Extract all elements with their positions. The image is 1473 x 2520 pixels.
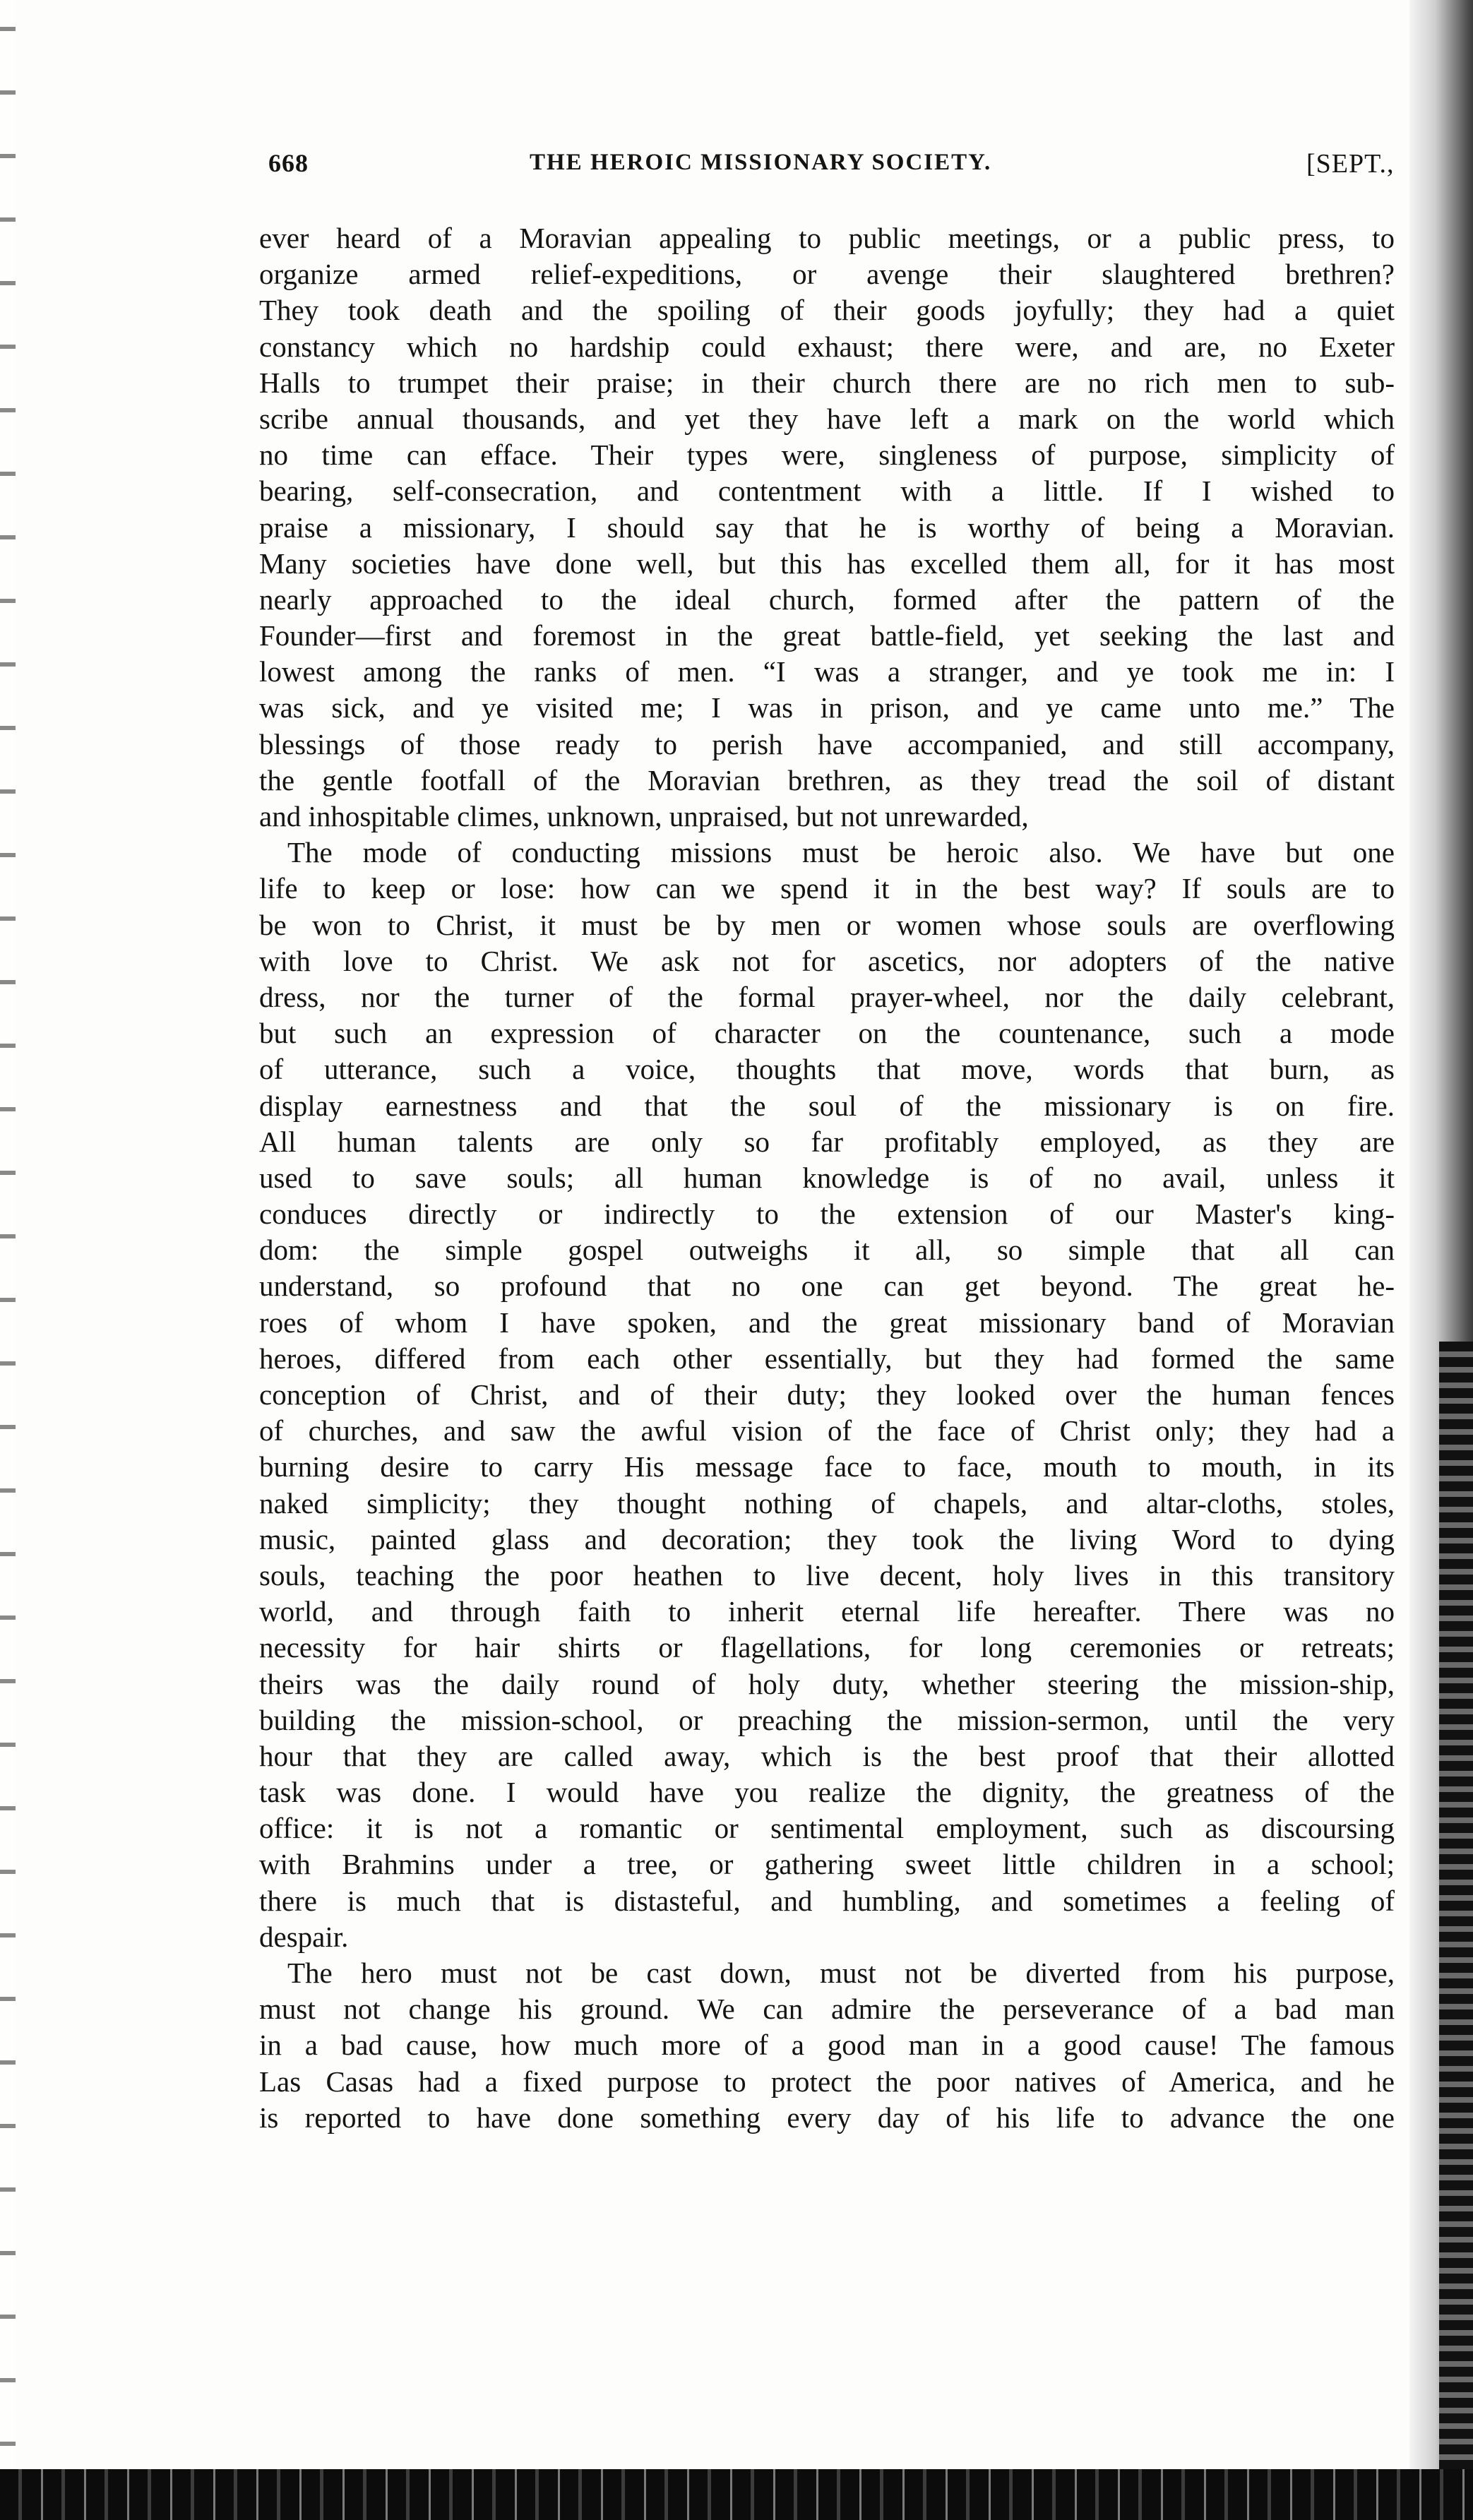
text-line: of churches, and saw the awful vision of the face of Christ only; they had a bbox=[259, 1414, 1395, 1447]
text-line: All human talents are only so far profitably employed, as they are bbox=[259, 1125, 1395, 1158]
text-line: music, painted glass and decoration; they took the living Word to dying bbox=[259, 1522, 1395, 1555]
scan-left-edge-artifact bbox=[0, 0, 16, 2520]
text-line: scribe annual thousands, and yet they have left a mark on the world which bbox=[259, 402, 1395, 435]
running-date: [SEPT., bbox=[1306, 149, 1395, 179]
text-line: Founder—first and foremost in the great battle-field, yet seeking the last and bbox=[259, 619, 1395, 652]
text-line: constancy which no hardship could exhaust; there were, and are, no Exeter bbox=[259, 330, 1395, 363]
text-line: dress, nor the turner of the formal prayer-wheel, nor the daily celebrant, bbox=[259, 980, 1395, 1013]
text-line: understand, so profound that no one can get beyond. The great he- bbox=[259, 1270, 1395, 1303]
text-line: theirs was the daily round of holy duty, whether steering the mission-ship, bbox=[259, 1667, 1395, 1700]
text-line: conception of Christ, and of their duty; they looked over the human fences bbox=[259, 1378, 1395, 1411]
text-line: roes of whom I have spoken, and the great missionary band of Moravian bbox=[259, 1306, 1395, 1339]
text-line: but such an expression of character on the countenance, such a mode bbox=[259, 1017, 1395, 1050]
text-line: hour that they are called away, which is the best proof that their allotted bbox=[259, 1739, 1395, 1772]
paragraph bbox=[259, 220, 1395, 835]
text-line: heroes, differed from each other essentially, but they had formed the same bbox=[259, 1342, 1395, 1375]
text-line: with love to Christ. We ask not for ascetics, nor adopters of the native bbox=[259, 944, 1395, 977]
text-line: naked simplicity; they thought nothing of chapels, and altar-cloths, stoles, bbox=[259, 1486, 1395, 1519]
text-line: office: it is not a romantic or sentimental employment, such as discoursing bbox=[259, 1812, 1395, 1845]
text-line: necessity for hair shirts or flagellations, for long ceremonies or retreats; bbox=[259, 1631, 1395, 1664]
paragraph bbox=[259, 835, 1395, 1955]
text-line: building the mission-school, or preaching the mission-sermon, until the very bbox=[259, 1703, 1395, 1736]
text-line: must not change his ground. We can admire the perseverance of a bad man bbox=[259, 1993, 1395, 2026]
text-line: conduces directly or indirectly to the extension of our Master's king- bbox=[259, 1198, 1395, 1231]
text-line: Many societies have done well, but this has excelled them all, for it has most bbox=[259, 547, 1395, 580]
scan-right-edge-binding bbox=[1439, 1342, 1473, 2520]
running-title: THE HEROIC MISSIONARY SOCIETY. bbox=[530, 150, 992, 175]
text-line: be won to Christ, it must be by men or women whose souls are overflowing bbox=[259, 908, 1395, 941]
text-line: blessings of those ready to perish have accompanied, and still accompany, bbox=[259, 727, 1395, 760]
text-line: display earnestness and that the soul of the missionary is on fire. bbox=[259, 1089, 1395, 1122]
paragraph bbox=[259, 1955, 1395, 2136]
text-line: lowest among the ranks of men. “I was a stranger, and ye took me in: I bbox=[259, 655, 1395, 688]
text-line: bearing, self-consecration, and contentment with a little. If I wished to bbox=[259, 474, 1395, 508]
text-line: used to save souls; all human knowledge is of no avail, unless it bbox=[259, 1161, 1395, 1194]
text-line: there is much that is distasteful, and humbling, and sometimes a feeling of bbox=[259, 1884, 1395, 1917]
text-line: with Brahmins under a tree, or gathering sweet little children in a school; bbox=[259, 1848, 1395, 1881]
text-line: souls, teaching the poor heathen to live decent, holy lives in this transitory bbox=[259, 1558, 1395, 1592]
text-line: praise a missionary, I should say that he is worthy of being a Moravian. bbox=[259, 510, 1395, 544]
text-line: task was done. I would have you realize the dignity, the greatness of the bbox=[259, 1776, 1395, 1809]
text-line: The mode of conducting missions must be heroic also. We have but one bbox=[287, 836, 1395, 869]
text-line: is reported to have done something every day of his life to advance the one bbox=[259, 2101, 1395, 2134]
text-line: dom: the simple gospel outweighs it all, so simple that all can bbox=[259, 1234, 1395, 1267]
text-line: The hero must not be cast down, must not be diverted from his purpose, bbox=[287, 1957, 1395, 1989]
text-line: world, and through faith to inherit eternal life hereafter. There was no bbox=[259, 1595, 1395, 1628]
text-line: nearly approached to the ideal church, formed after the pattern of the bbox=[259, 583, 1395, 616]
text-line: of utterance, such a voice, thoughts that move, words that burn, as bbox=[259, 1053, 1395, 1086]
text-line: Las Casas had a fixed purpose to protect the poor natives of America, and he bbox=[259, 2065, 1395, 2098]
text-line: organize armed relief-expeditions, or avenge their slaughtered brethren? bbox=[259, 258, 1395, 291]
running-head bbox=[268, 148, 1398, 191]
text-line: They took death and the spoiling of their goods joyfully; they had a quiet bbox=[259, 294, 1395, 327]
body-text bbox=[259, 220, 1395, 2136]
text-line: burning desire to carry His message face to face, mouth to mouth, in its bbox=[259, 1450, 1395, 1483]
text-line: despair. bbox=[259, 1920, 349, 1953]
text-line: in a bad cause, how much more of a good man in a good cause! The famous bbox=[259, 2029, 1395, 2062]
text-line: the gentle footfall of the Moravian brethren, as they tread the soil of distant bbox=[259, 763, 1395, 796]
scan-bottom-band bbox=[0, 2469, 1473, 2520]
text-line: was sick, and ye visited me; I was in prison, and ye came unto me.” The bbox=[259, 691, 1395, 724]
text-line: and inhospitable climes, unknown, unpraised, but not unrewarded, bbox=[259, 800, 1029, 832]
text-line: ever heard of a Moravian appealing to public meetings, or a public press, to bbox=[259, 222, 1395, 254]
text-line: life to keep or lose: how can we spend it in the best way? If souls are to bbox=[259, 872, 1395, 905]
page-number: 668 bbox=[268, 149, 309, 177]
text-line: Halls to trumpet their praise; in their church there are no rich men to sub- bbox=[259, 366, 1395, 399]
text-line: no time can efface. Their types were, singleness of purpose, simplicity of bbox=[259, 438, 1395, 472]
